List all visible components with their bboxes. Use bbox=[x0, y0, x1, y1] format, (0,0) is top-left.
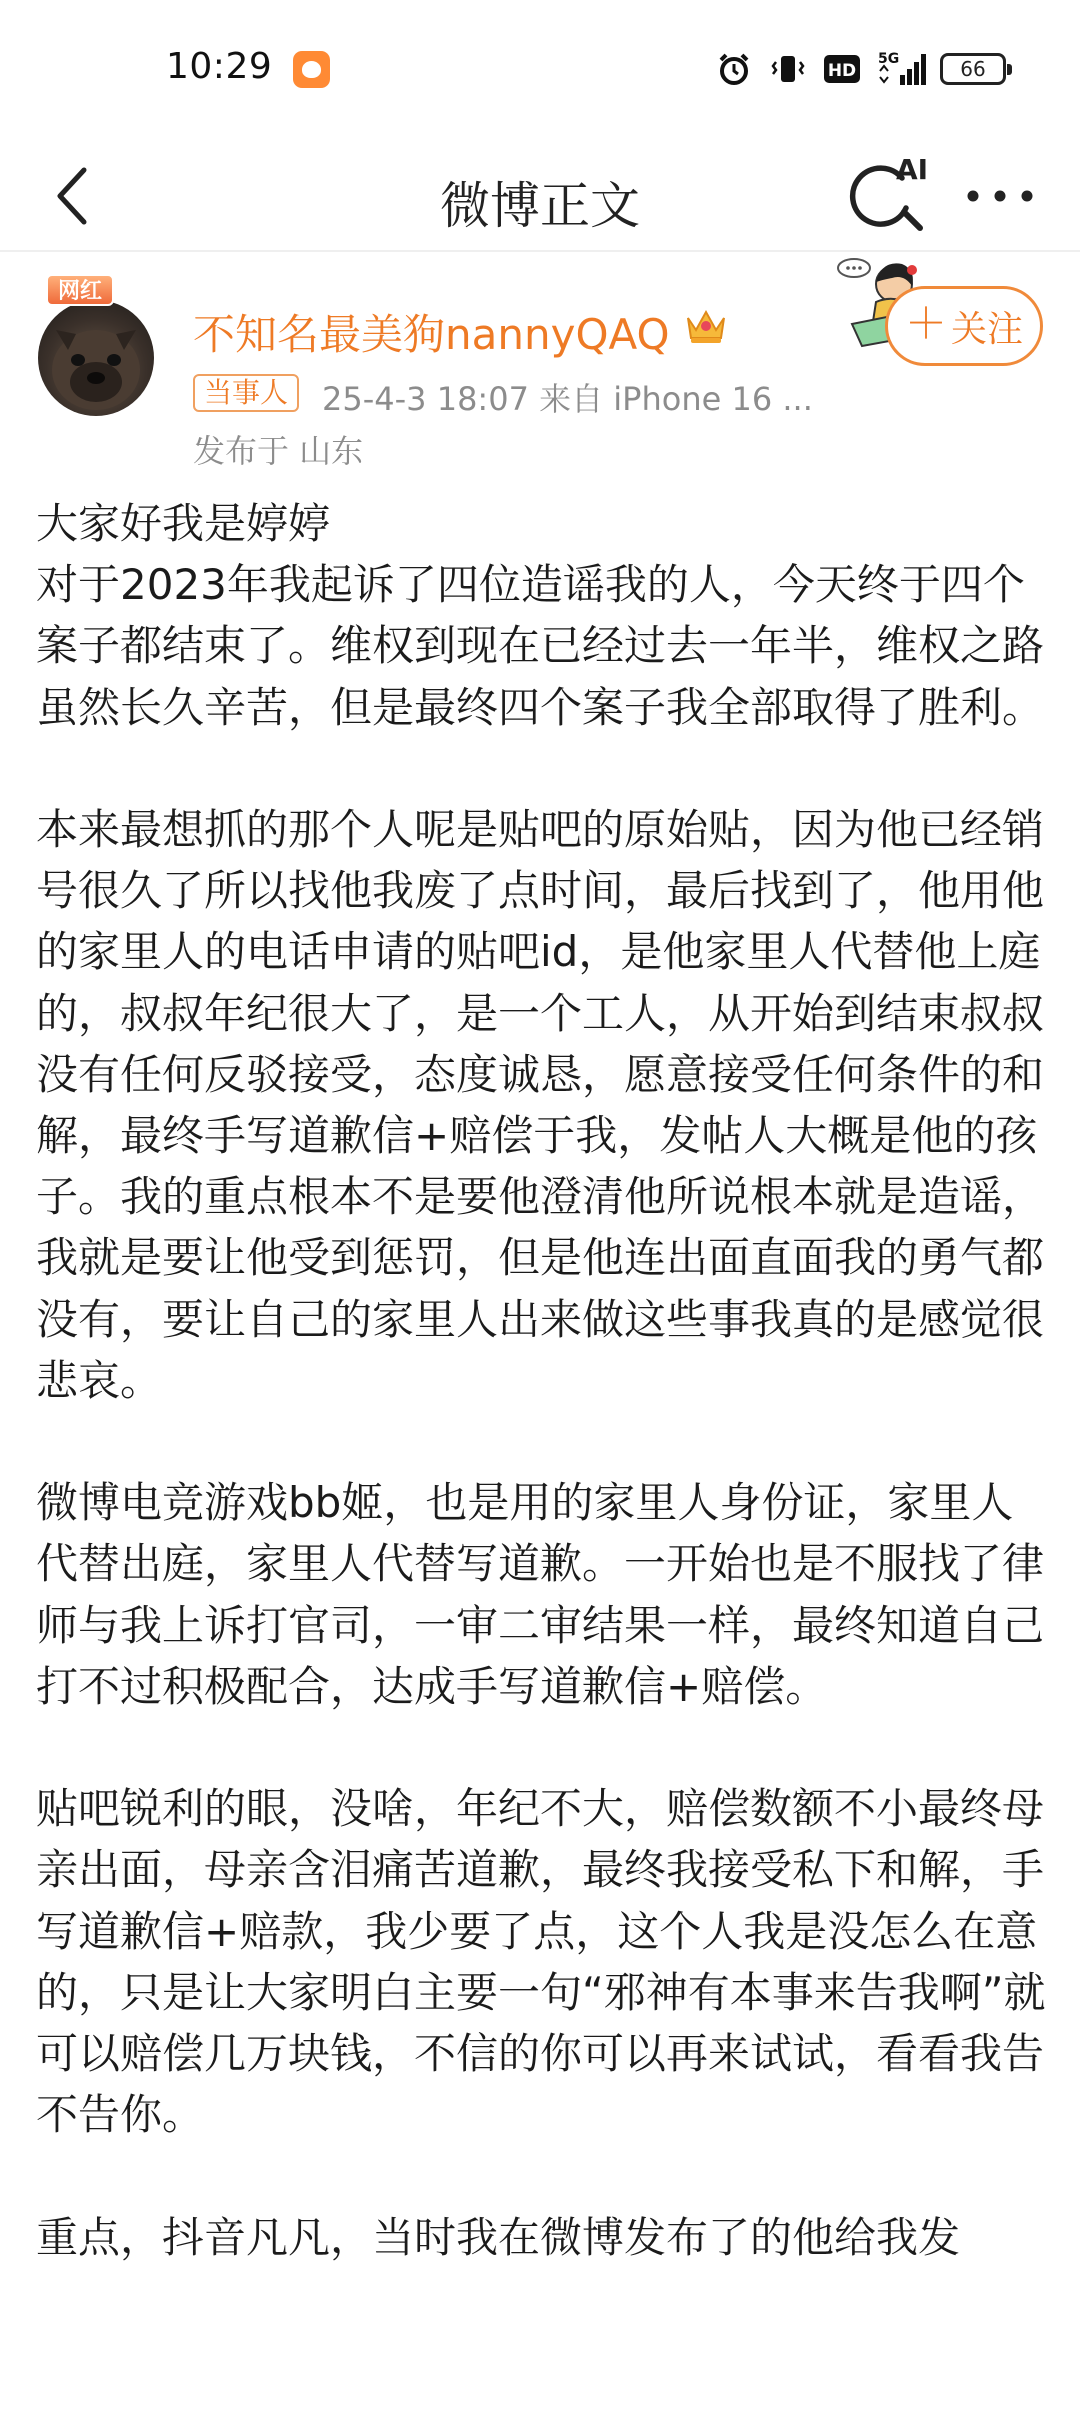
post-header bbox=[0, 254, 1080, 474]
battery-icon bbox=[940, 53, 1006, 85]
follow-label: 关注 bbox=[951, 308, 1024, 350]
vibrate-icon bbox=[768, 49, 808, 89]
hd-icon bbox=[822, 49, 862, 89]
page-title: 微博正文 bbox=[440, 177, 640, 235]
more-button[interactable] bbox=[958, 154, 1042, 238]
weibo-notification-icon bbox=[293, 51, 330, 88]
signal-icon bbox=[876, 49, 926, 89]
status-icons bbox=[714, 44, 1006, 94]
signal-label: 5G bbox=[878, 51, 900, 67]
post-paragraph: 本来最想抓的那个人呢是贴吧的原始贴，因为他已经销号很久了所以找他我废了点时间，最后找到了，他用他的家里人的电话申请的贴吧id，是他家里人代替他上庭的，叔叔年纪很大了，是一个工人，从开始到结束叔叔没有任何反驳接受，态度诚恳，愿意接受任何条件的和解，最终手写道歉信+赔偿于我，发帖人大概是他的孩子。我的重点根本不是要他澄清他所说根本就是造谣，我就是要让他受到惩罚，但是他连出面直面我的勇气都没有，要让自己的家里人出来做这些事我真的是感觉很悲哀。 bbox=[36, 805, 1045, 1405]
post-location: 发布于 山东 bbox=[193, 432, 364, 470]
post-paragraph: 贴吧锐利的眼，没啥，年纪不大，赔偿数额不小最终母亲出面，母亲含泪痛苦道歉，最终我接受私下和解，手写道歉信+赔款，我少要了点，这个人我是没怎么在意的，只是让大家明白主要一句“邪神有本事来告我啊”就可以赔偿几万块钱，不信的你可以再来试试，看看我告不告你。 bbox=[36, 1784, 1046, 2140]
dog-avatar-image bbox=[38, 300, 154, 416]
ai-label: AI bbox=[896, 153, 929, 186]
ai-search-button[interactable] bbox=[840, 146, 940, 246]
post-meta: 25-4-3 18:07 来自 iPhone 16 ... bbox=[322, 380, 813, 418]
post-paragraph: 微博电竞游戏bb姬，也是用的家里人身份证，家里人代替出庭，家里人代替写道歉。一开始也是不服找了律师与我上诉打官司，一审二审结果一样，最终知道自己打不过积极配合，达成手写道歉信+赔偿。 bbox=[36, 1478, 1045, 1711]
nav-bar bbox=[0, 140, 1080, 252]
crown-icon bbox=[684, 304, 728, 346]
status-time: 10:29 bbox=[166, 46, 273, 87]
author-name[interactable]: 不知名最美狗nannyQAQ bbox=[193, 310, 670, 359]
post-paragraph: 重点，抖音凡凡，当时我在微博发布了的他给我发 bbox=[36, 2212, 961, 2262]
alarm-icon bbox=[714, 49, 754, 89]
author-avatar[interactable] bbox=[38, 300, 154, 416]
hd-label: HD bbox=[827, 61, 857, 81]
battery-level: 66 bbox=[960, 57, 986, 81]
avatar-badge: 网红 bbox=[46, 274, 114, 306]
post-body bbox=[36, 493, 1048, 2268]
plus-icon: ＋ bbox=[904, 299, 947, 348]
follow-button[interactable] bbox=[885, 286, 1043, 366]
post-paragraph: 大家好我是婷婷 对于2023年我起诉了四位造谣我的人，今天终于四个案子都结束了。维权到现在已经过去一年半，维权之路虽然长久辛苦，但是最终四个案子我全部取得了胜利。 bbox=[36, 499, 1045, 732]
role-tag: 当事人 bbox=[193, 374, 299, 412]
more-dots-icon bbox=[965, 186, 1035, 206]
status-bar bbox=[0, 0, 1080, 140]
ai-search-icon bbox=[840, 146, 940, 246]
